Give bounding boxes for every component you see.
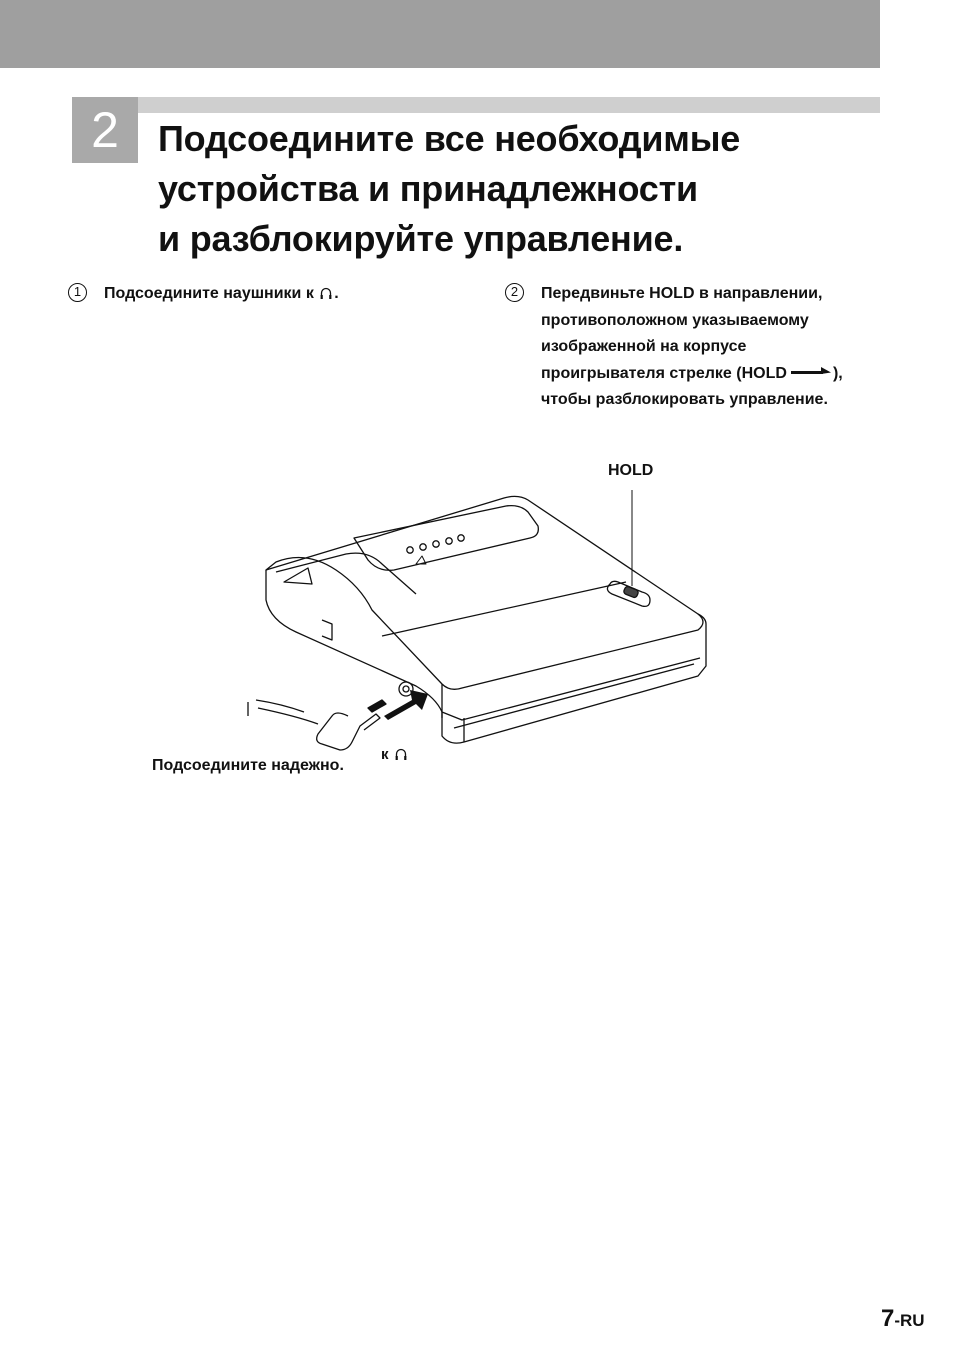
player-front-side — [442, 614, 706, 743]
header-band — [0, 0, 880, 68]
step-header-bar — [138, 97, 880, 113]
title-line-1: Подсоедините все необходимые — [158, 118, 741, 159]
step-number-badge: 2 — [72, 97, 138, 163]
step-2-line-4 — [541, 361, 885, 388]
step-1-number: 1 — [68, 283, 87, 302]
jack-label — [381, 746, 409, 763]
step-2-line-5: чтобы разблокировать управление. — [541, 391, 828, 408]
step-2-text — [541, 281, 885, 414]
page-number-suffix: -RU — [894, 1311, 925, 1330]
title-line-2: устройства и принадлежности — [158, 168, 698, 209]
step-2-line-2: противоположном указываемому — [541, 311, 809, 329]
connect-securely-label: Подсоедините надежно. — [152, 757, 344, 774]
headphones-icon — [394, 747, 408, 761]
step-2-number: 2 — [505, 283, 524, 302]
section-title — [158, 114, 878, 264]
page-number — [881, 1305, 925, 1333]
step-2-instruction — [505, 281, 885, 414]
step-2-line-1: Передвиньте HOLD в направлении, — [541, 285, 823, 302]
step-1-text-main: Подсоедините наушники к — [104, 285, 314, 302]
hold-label: HOLD — [608, 462, 654, 479]
headphone-plug — [317, 713, 380, 750]
title-line-3: и разблокируйте управление. — [158, 218, 684, 259]
step-1-instruction — [68, 281, 339, 308]
step-1-text — [104, 281, 339, 308]
jack-label-text: к — [381, 746, 389, 763]
step-2-line-4-start: проигрывателя стрелке (HOLD — [541, 364, 787, 382]
step-1-text-end: . — [334, 285, 339, 302]
headphones-icon — [319, 286, 333, 300]
headphone-cable — [256, 700, 318, 724]
player-illustration — [236, 490, 716, 760]
step-2-line-4-end: ), — [832, 364, 843, 382]
step-2-line-3: изображенной на корпусе — [541, 338, 747, 355]
insert-arrow — [384, 690, 428, 720]
page-number-value: 7 — [881, 1305, 895, 1332]
arrow-right-icon — [791, 366, 831, 378]
